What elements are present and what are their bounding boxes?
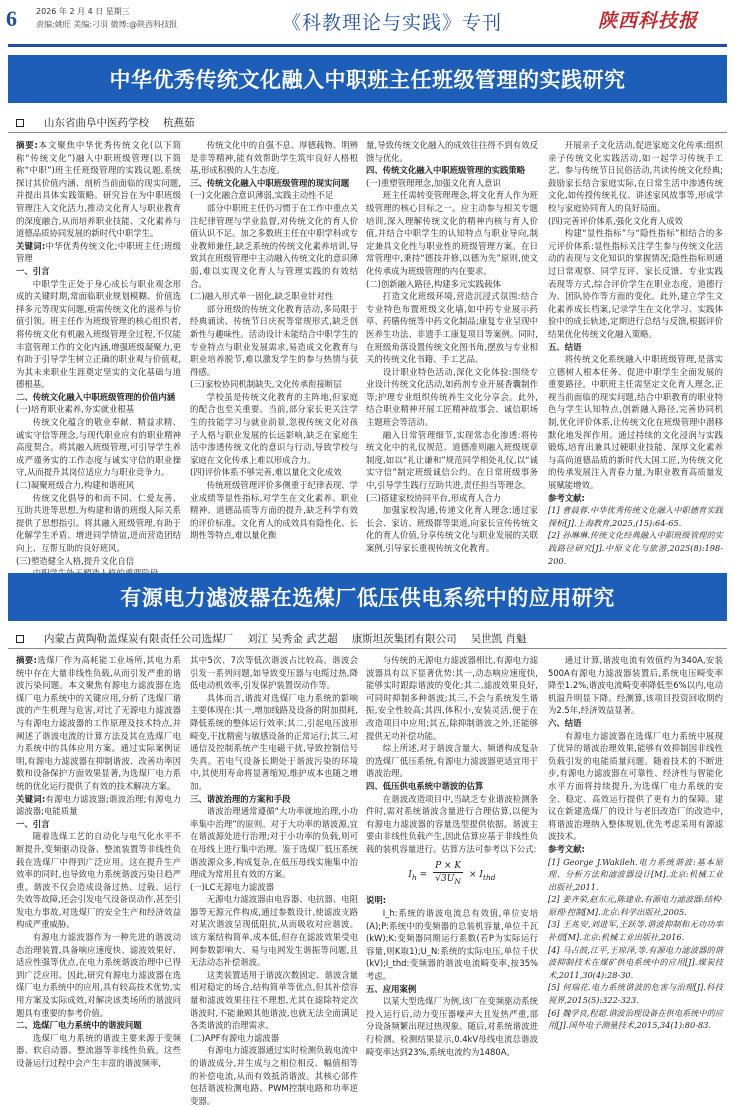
article1-title: 中华优秀传统文化融入中职班主任班级管理的实践研究 bbox=[8, 55, 727, 103]
paragraph: 开展亲子文化活动,促进家庭文化传承:组织亲子传统文化实践活动,如一起学习传统手工艺、参与传统节日民俗活动,共读传统文化经典;鼓励家长结合家庭实际,在日常生活中渗透传统文化,如传授传统礼仪、讲述家风故事等,形成学校与家庭协同育人的良好局面。 bbox=[548, 140, 723, 213]
byline-square-icon bbox=[16, 119, 24, 127]
section-heading: 三、传统文化融入中职班级管理的现实问题 bbox=[190, 177, 350, 188]
paragraph: 随着选煤工艺的自动化与电气化水平不断提升,变频驱动设备、整流装置等非线性负载在选煤厂中得到广泛应用。这在提升生产效率的同时,也导致电力系统谐波污染日趋严重。谐波不仅会造成设备过热、过载、运行失效等故障,还会引发电气设备误动作,甚至引发电力事故,对选煤厂的安全生产和经济效益构成严重威胁。 bbox=[16, 831, 181, 930]
subsection-heading: (一)重塑管理理念,加强文化育人意识 bbox=[366, 177, 501, 188]
formula-fraction bbox=[433, 860, 463, 889]
subsection-heading: (三)家校协同机制缺失,文化传承衔接断层 bbox=[190, 379, 342, 390]
article1-byline bbox=[16, 115, 195, 130]
references-label: 参考文献: bbox=[548, 843, 585, 854]
section-heading: 五、应用案例 bbox=[366, 983, 417, 994]
description-label: 说明: bbox=[366, 895, 387, 906]
subsection-heading: (二)APF有源电力滤波器 bbox=[190, 1032, 280, 1043]
paragraph: 选煤厂电力系统的谐波主要来源于变频器、软启动器、整流器等非线性负载。这些设备运行过程中会产生丰富的谐波频率, bbox=[16, 1032, 181, 1068]
reference-item: [3] 王兆安,刘进军,王跃等.谐波抑制和无功功率补偿[M].北京:机械工业出版社,2016. bbox=[548, 919, 723, 943]
article2-column-3 bbox=[366, 654, 538, 1069]
subsection-heading: (四)评价体系不够完善,难以量化文化成效 bbox=[190, 467, 342, 478]
section-heading: 四、传统文化融入中职班级管理的实践策略 bbox=[366, 165, 526, 176]
paragraph: 班主任需转变管理理念,将文化育人作为班级管理的核心目标之一。应主动参与相关专题培训,深入理解传统文化的精神内核与育人价值,并结合中职学生的认知特点与职业导向,制定兼具文化性与职业性的班级管理方案。在日常管理中,秉持“德技并修,以德为先”原则,使文化传承成为班级管理的内在要求。 bbox=[366, 190, 538, 276]
article2-column-1 bbox=[16, 654, 181, 1069]
article2-org-2: 康斯坦茨集团有限公司 bbox=[351, 633, 457, 645]
article2-column-4 bbox=[548, 654, 723, 1069]
paragraph: 传统班级管理评价多侧重于纪律表现、学业成绩等显性指标,对学生在文化素养、职业精神、道德品质等方面的提升,缺乏科学有效的评价标准。文化育人的成效具有隐性化、长期性等特点,难以量化衡 bbox=[190, 480, 358, 541]
subsection-heading: (一)LC无源电力滤波器 bbox=[190, 881, 275, 892]
reference-item: [2] 孙琳琳.传统文化经典融入中职班级管理的实践路径研究[J].中原文化与旅游,2025(8):198-200. bbox=[548, 530, 723, 566]
subsection-heading: (一)培育职业素养,夯实就业根基 bbox=[16, 404, 135, 415]
section-heading: 二、传统文化融入中职班级管理的价值内涵 bbox=[16, 391, 176, 402]
paragraph: 综上所述,对于谐波含量大、频谱构成复杂的选煤厂低压系统,有源电力滤波器更适宜用于谐波治理。 bbox=[366, 743, 538, 779]
paragraph: 部分中职班主任仍习惯于在工作中重点关注纪律管理与学业监督,对传统文化的育人价值认识不足。加之多数班主任在中职学科或专业教师兼任,缺乏系统的传统文化素养培训,导致其在班级管理中主动融入传统文化的意识薄弱,难以实现文化育人与管理实践的有效结合。 bbox=[190, 202, 358, 289]
paragraph: 融入日常管理细节,实现常态化渗透:将传统文化中的礼仪规范、道德准则融入班级规章制度,如以“礼让谦和”规范同学相处礼仪,以“诚实守信”制定班级诚信公约。在日常班级事务中,引导学生践行互助共进,责任担当等理念。 bbox=[366, 429, 538, 491]
paragraph: 中职学生正处于身心成长与职业观念形成的关键时期,常面临职业规划模糊、价值选择多元等现实问题,亟需传统文化的滋养与价值引领。班主任作为班级管理的核心组织者,将传统文化有机融入班级管理全过程,不仅能丰富管理工作的文化内涵,增强班级凝聚力,更有助于引导学生树立正确的职业观与价值观,为其未来职业生涯奠定坚实的文化基础与道德根基。 bbox=[16, 278, 181, 390]
article1-author: 杭燕茹 bbox=[163, 117, 195, 129]
paragraph: 以某大型选煤厂为例,该厂在变频驱动系统投入运行后,动力变压器噪声大且发热严重,部分设备频繁出现过热现象。随后,对系统谐波进行检测。检测结果显示,0.4kV母线电流总谐波畸变率达到23%,系统电流约为1480A。 bbox=[366, 996, 538, 1057]
page-number: 6 bbox=[6, 6, 17, 31]
paragraph: 有源电力滤波器通过实时检测负载电流中的谐波成分,并生成与之相位相反、幅值相等的补偿电流,从而有效抵消谐波。其核心部件包括谐波检测电路、PWM控制电路和功率逆变器。 bbox=[190, 1045, 358, 1106]
formula-den-text: √3U bbox=[435, 874, 455, 885]
reference-item: [1] 曹晨蓉.中华优秀传统文化融入中职德育实践探析[J].上海教育,2025,(15):64-65. bbox=[548, 505, 723, 528]
section-heading: 一、引言 bbox=[16, 818, 50, 829]
subsection-heading: (三)塑造健全人格,提升文化自信 bbox=[16, 555, 135, 566]
article2-byline bbox=[16, 631, 527, 646]
subsection-heading: (一)文化融合意识薄弱,实践主动性不足 bbox=[190, 190, 334, 201]
paragraph: 学校虽是传统文化教育的主阵地,但家庭的配合也至关重要。当前,部分家长更关注学生的技能学习与就业前景,忽视传统文化对孩子人格与职业发展的长远影响,缺乏在家庭生活中渗透传统文化的意识与行动,导致学校与家庭在文化传承上难以形成合力。 bbox=[190, 391, 358, 465]
paragraph: 有源电力滤波器作为一种先进的谐波动态治理装置,具备响应速度快、滤波效果好、适应性强等优点,在电力系统谐波治理中已得到广泛应用。因此,研究有源电力滤波器在选煤厂电力系统中的应用,具有较高技术优势,实用方案及实际成效,对解决该类场所的谐波问题具有重要的参考价值。 bbox=[16, 932, 181, 1018]
page-header bbox=[0, 0, 735, 58]
keywords-text: 中华优秀传统文化;中职班主任;班级管理 bbox=[16, 240, 181, 264]
reference-item: [2] 姜齐荣,赵东元,陈建业.有源电力滤波器:结构·原理·控制[M].北京:科学出版社,2005. bbox=[548, 894, 723, 917]
formula-numerator: P × K bbox=[433, 860, 463, 874]
article2-title: 有源电力滤波器在选煤厂低压供电系统中的应用研究 bbox=[8, 573, 727, 621]
paragraph: 与传统的无源电力滤波器相比,有源电力滤波器具有以下显著优势:其一,动态响应速度快,能够实时跟踪谐波的变化;其二,滤波效果良好,可同时抑制多种谐波;其三,不会与系统发生谐振,安全性较高;其四,体积小,安装灵活,便于在改造项目中应用;其五,除抑制谐波之外,还能够提供无功补偿功能。 bbox=[366, 655, 538, 741]
reference-item: [1] George J.Wakileh.电力系统谐波:基本原理、分析方法和滤波器设计[M].北京:机械工业出版社,2011. bbox=[548, 856, 723, 892]
issue-meta bbox=[36, 5, 177, 31]
formula-tail-sub: thd bbox=[482, 872, 496, 882]
section-heading: 五、结语 bbox=[548, 341, 582, 352]
subsection-heading: (二)融入形式单一固化,缺乏职业针对性 bbox=[190, 291, 334, 302]
subsection-heading: (二)创新融入路径,构建多元实践载体 bbox=[366, 278, 501, 289]
keywords-label: 关键词: bbox=[16, 793, 46, 804]
article1-org: 山东省曲阜中医药学校 bbox=[44, 117, 149, 129]
byline-square-icon bbox=[16, 635, 24, 643]
paragraph: I_h:系统的谐波电流总有效值,单位安培(A);P:系统中的变频器的总装机容量,单位千瓦(kW);K:变频器同期运行系数(若P为实际运行容量,则K取1);U_N:系统的实际电压,单位千伏(kV);I_thd:变频器的谐波电流畸变率,按35%考虑。 bbox=[366, 908, 538, 982]
formula-lhs-sub: h bbox=[411, 872, 417, 882]
keywords-text: 有源电力滤波器;谐波治理;有源电力滤波器;电能质量 bbox=[16, 793, 181, 817]
reference-item: [5] 何瑞花.电力系统谐波的危害与治理[J].科技视界,2015(5):322-323. bbox=[548, 982, 723, 1006]
article2-authors-2: 吴世凯 肖魁 bbox=[470, 633, 527, 645]
column-title: 《科教理论与实践》专刊 bbox=[282, 12, 503, 34]
paragraph: 具体而言,谐波对选煤厂电力系统的影响主要体现在:其一,增加线路及设备的附加损耗,降低系统的整体运行效率;其二,引起电压波形畸变,干扰精密与敏感设备的正常运行;其三,对通信及控制系统产生电磁干扰,导致控制信号失真。若电气设备长期处于谐波污染的环境中,其使用寿命将显著缩短,维护成本也随之增加。 bbox=[190, 692, 358, 791]
header-divider bbox=[8, 44, 727, 47]
paragraph: 传统文化中的自强不息、厚德载物、明辨是非等精神,能有效帮助学生筑牢良好人格根基,形成积极的人生态度。 bbox=[190, 140, 358, 176]
abstract-text: 选煤厂作为高耗能工业场所,其电力系统中存在大量非线性负载,从而引发严重的谐波污染问题。本文聚焦有源电力滤波器在选煤厂电力系统中的关键应用,分析了选煤厂谐波的产生机理与危害,对比了无源电力滤波器与有源电力滤波器的工作原理及技术特点,并阐述了谐波电流的计算方法及其在选煤厂电力系统中的具体应用方案。通过实际案例证明,有源电力滤波器在抑制谐波、改善功率因数和设备保护方面效果显著,为选煤厂电力系统的优化运行提供了有效的技术解决方案。 bbox=[16, 655, 181, 791]
paragraph: 这类装置适用于谐波次数固定、谐波含量相对稳定的场合,结构简单等优点,但其补偿容量和滤波效果往往不理想,尤其在滤除特定次谐波时,不能兼顾其他谐波,也就无法全面满足各类谐波的治理需求。 bbox=[190, 969, 358, 1031]
article1-column-3 bbox=[366, 139, 538, 559]
formula-denominator bbox=[433, 873, 463, 888]
paragraph: 在谐波改造项目中,当缺乏专业谐波检测条件时,需对系统谐波含量进行合理估算,以便为有源电力滤波器的容量选型提供依据。谐波主要由非线性负载产生,因此估算应基于非线性负载的装机容量进行。估算方法可参考以下公式: bbox=[366, 793, 538, 854]
article2-authors-1: 刘江 吴秀金 武艺超 bbox=[247, 633, 338, 645]
formula-tail: × I bbox=[468, 869, 483, 880]
article1-column-1 bbox=[16, 139, 181, 566]
paragraph: 有源电力滤波器在选煤厂电力系统中展现了优异的谐波治理效果,能够有效抑制因非线性负载引发的电能质量问题。随着技术的不断进步,有源电力滤波器在可靠性、经济性与智能化水平方面将持续提升,为选煤厂电力系统的安全、稳定、高效运行提供了更有力的保障。建议在新建选煤厂的设计与老旧改造厂的改造中,将谐波治理纳入整体规划,优先考虑采用有源滤波技术。 bbox=[548, 730, 723, 842]
references-label: 参考文献: bbox=[548, 492, 585, 503]
harmonic-current-formula: $I_h$ = $\frac{P \times K}{√3U_N}$ × $I_{thd}$ bbox=[366, 860, 538, 889]
paragraph: 将传统文化系统融入中职班级管理,是落实立德树人根本任务、促进中职学生全面发展的重要路径。中职班主任需坚定文化育人理念,正视当前面临的现实问题,结合中职教育的职业特色与学生认知特点,创新融入路径,完善协同机制,优化评价体系,让传统文化在班级管理中潜移默化地发挥作用。通过持续的文化浸润与实践锻炼,培育出兼具过硬职业技能、深厚文化素养与高尚道德品质的新时代大国工匠,为传统文化的传承发展注入青春力量,为职业教育高质量发展赋能增效。 bbox=[548, 354, 723, 491]
section-heading: 四、低压供电系统中谐波的估算 bbox=[366, 780, 484, 791]
paragraph: 量,导致传统文化融入的成效往往得不到有效反馈与优化。 bbox=[366, 140, 538, 163]
abstract-label: 摘要: bbox=[16, 655, 37, 665]
newspaper-masthead: 陕西科技报 bbox=[598, 10, 699, 32]
formula-lhs: I bbox=[408, 869, 412, 880]
paragraph: 打造文化班级环境,营造沉浸式氛围:结合专业特色布置班级文化墙,如中药专业展示药草、药膳传统等中药文化制品;康复专业呈现中医养生功法、非遗手工康复项目等案例。同时,在班级角落设置传统文化图书角,摆放与专业相关的传统文化书籍、手工艺品。 bbox=[366, 291, 538, 365]
paragraph: 部分班级的传统文化教育活动,多局限于经典诵读、传统节日庆祝等常规形式,缺乏创新性与趣味性。活动设计未能结合中职学生的专业特点与职业发展需求,易造成文化教育与职业培养脱节,难以激发学生的参与热情与获得感。 bbox=[190, 303, 358, 377]
paragraph: 设计职业特色活动,深化文化体验:围绕专业设计传统文化活动,如药剂专业开展香囊制作等;护理专业组织传统养生文化分享会。此外,结合职业精神开展工匠精神故事会、诚信职场主题班会等活动。 bbox=[366, 366, 538, 428]
keywords-label: 关键词: bbox=[16, 240, 46, 251]
abstract-text: 本文聚焦中华优秀传统文化(以下简称“传统文化”)融入中职班级管理(以下简称“中职”)班主任班级管理的实践议题,系统探讨其价值内涵、剖析当前面临的现实问题,并提出具体实践策略。研究旨在为中职班级管理注入文化活力,推动文化育人与职业教育的深度融合,从而培养职业技能、文化素养与道德品质协同发展的新时代中职学生。 bbox=[16, 140, 181, 239]
paragraph: 无源电力滤波器由电容器、电抗器、电阻器等无源元件构成,通过参数设计,使滤波支路对某次谐波呈现低阻抗,从而吸收对应谐波。该方案结构简单,成本低,但存在滤波效果受电网参数影响大、易与电网发生谐振等问题,且无法动态补偿谐波。 bbox=[190, 894, 358, 968]
subsection-heading: (四)完善评价体系,强化文化育人成效 bbox=[548, 215, 683, 226]
reference-item: [4] 马占鼓,江平,王琼泽,等.有源电力滤波器的谐波抑制技术在煤矿供电系统中的应用[J].煤炭技术,2011,30(4):28-30. bbox=[548, 944, 723, 980]
article2-byline-rule bbox=[8, 648, 727, 649]
editor-credits: 责编:姚旺 美编:刁羽 微博:@陕西科技报 bbox=[36, 20, 178, 29]
subsection-heading: (二)凝聚班级合力,构建和谐班风 bbox=[16, 480, 135, 491]
article1-column-4 bbox=[548, 139, 723, 566]
subsection-heading: (三)搭建家校协同平台,形成育人合力 bbox=[366, 492, 501, 503]
issue-date: 2026 年 2 月 4 日 星期三 bbox=[36, 7, 130, 16]
article2-org-1: 内蒙古黄陶勒盖煤炭有限责任公司选煤厂 bbox=[44, 633, 233, 645]
article1-byline-rule bbox=[8, 132, 727, 133]
paragraph: 加强家校沟通,传递文化育人理念:通过家长会、家访、班级群等渠道,向家长宣传传统文化的育人价值,分享传统文化与职业发展的关联案例,引导家长重视传统文化教育。 bbox=[366, 505, 538, 553]
section-heading: 二、选煤厂电力系统中的谐波问题 bbox=[16, 1020, 142, 1031]
section-heading: 六、结语 bbox=[548, 717, 582, 728]
paragraph: 传统文化蕴含的敬业奉献、精益求精、诚实守信等理念,与现代职业应有的职业精神高度契合。将其融入班级管理,可引导学生养成严谨务实的工作态度与诚实守信的职业操守,从而提升其岗位适应力与职业竞争力。 bbox=[16, 417, 181, 478]
paragraph: 谐波治理通常遵循“大功率就地治理,小功率集中治理”的原则。对于大功率的谐波源,宜在谐波源处进行治理;对于小功率的负载,则可在母线上进行集中治理。鉴于选煤厂低压系统谐波源众多,构成复杂,在低压母线实施集中治理成为常用且有效的方案。 bbox=[190, 806, 358, 880]
formula-den-sub: N bbox=[454, 876, 461, 886]
paragraph: 构建“显性指标”与“隐性指标”相结合的多元评价体系:显性指标关注学生参与传统文化活动的表现与文化知识的掌握情况;隐性指标则通过日常观察、同学互评、家长反馈、专业实践表现等方式,综合评价学生在职业态度、道德行为、团队协作等方面的变化。此外,建立学生文化素养成长档案,记录学生在文化学习、实践体验中的成长轨迹,定期进行总结与反馈,根据评价结果优化传统文化融入策略。 bbox=[548, 228, 723, 339]
section-heading: 一、引言 bbox=[16, 265, 50, 276]
paragraph: 传统文化倡导的和而不同、仁爱友善、互助共进等思想,为构建和谐的班级人际关系提供了思想指引。将其融入班级管理,有助于化解学生矛盾、增进同学情谊,进而营造团结向上、互帮互助的良好班风。 bbox=[16, 492, 181, 553]
article1-column-2 bbox=[190, 139, 358, 559]
article2-column-2 bbox=[190, 654, 358, 1106]
paragraph: 通过计算,谐波电流有效值约为340A,安装500A有源电力滤波器装置后,系统电压畸变率降至1.2%,谐波电流畸变率降低至6%以内,电动机温升明显下降。经测算,该项目投资回收期约为2.5年,经济效益显著。 bbox=[548, 655, 723, 716]
reference-item: [6] 魏学良,程超.谐波治理设备在供电系统中的应用[J].国外电子测量技术,2015,34(1):80-83. bbox=[548, 1007, 723, 1031]
abstract-label: 摘要: bbox=[16, 140, 38, 150]
section-heading: 三、谐波治理的方案和手段 bbox=[190, 793, 291, 804]
paragraph: 其中5次、7次等低次谐波占比较高。谐波会引发一系列问题,如导致变压器与电缆过热,降低电动机效率,引发保护装置误动作等。 bbox=[190, 655, 358, 691]
